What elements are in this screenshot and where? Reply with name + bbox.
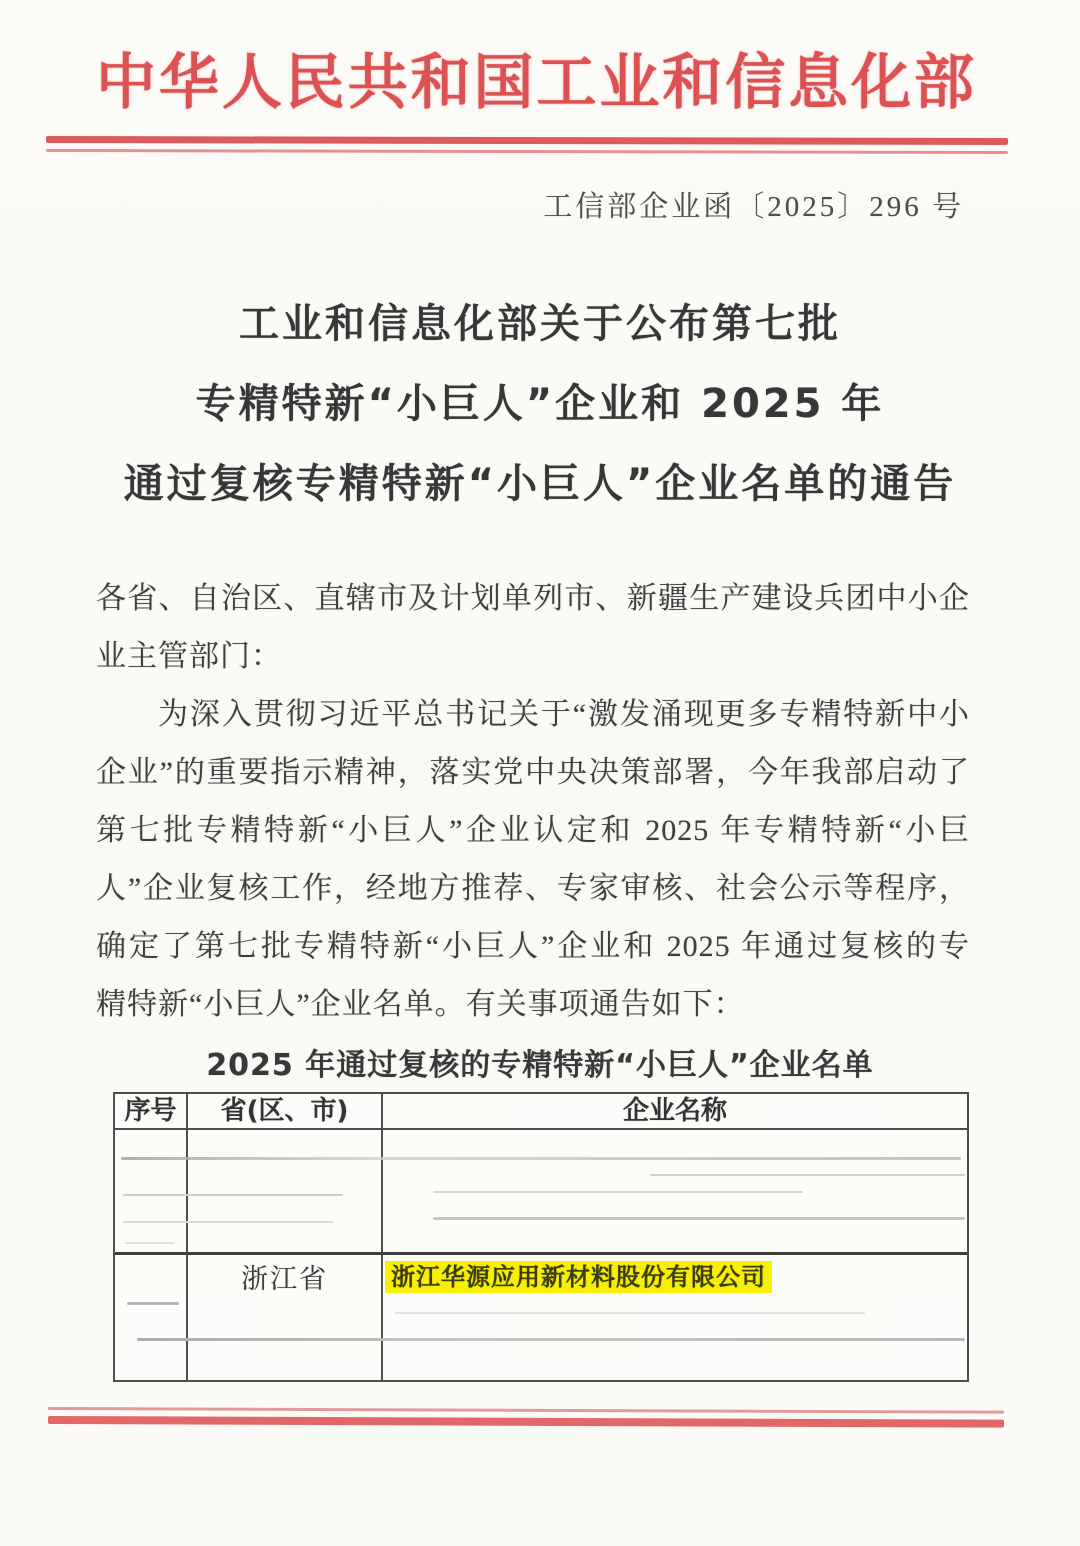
notice-title-line-2: 专精特新“小巨人”企业和 2025 年 — [195, 381, 885, 427]
table-header-seq: 序号 — [124, 1096, 177, 1126]
blur-artifact — [125, 1242, 175, 1244]
salutation-line-2: 业主管部门： — [96, 640, 282, 673]
company-list-section-title: 2025 年通过复核的专精特新“小巨人”企业名单 — [206, 1048, 874, 1083]
table-header-divider — [115, 1128, 967, 1130]
blur-artifact — [650, 1174, 965, 1176]
blur-artifact — [137, 1338, 965, 1341]
table-header-company: 企业名称 — [622, 1096, 727, 1126]
red-separator-top-thick — [46, 136, 1008, 145]
blur-artifact — [433, 1217, 965, 1220]
salutation-line-1: 各省、自治区、直辖市及计划单列市、新疆生产建设兵团中小企 — [96, 582, 970, 615]
document-number: 工信部企业函〔2025〕296 号 — [543, 191, 964, 223]
red-separator-bottom-thin — [48, 1407, 1004, 1414]
blur-artifact — [433, 1191, 803, 1193]
notice-title-line-3: 通过复核专精特新“小巨人”企业名单的通告 — [123, 461, 957, 507]
ministry-letterhead-title: 中华人民共和国工业和信息化部 — [96, 48, 974, 118]
paragraph-line-3: 第七批专精特新“小巨人”企业认定和 2025 年专精特新“小巨 — [96, 814, 970, 847]
paragraph-line-5: 确定了第七批专精特新“小巨人”企业和 2025 年通过复核的专 — [96, 930, 970, 963]
table-row-group-divider — [115, 1252, 967, 1255]
blur-artifact — [123, 1221, 333, 1223]
notice-body — [96, 570, 970, 1034]
blur-artifact — [123, 1194, 343, 1196]
red-separator-bottom-thick — [48, 1416, 1004, 1428]
blur-artifact — [121, 1157, 961, 1160]
notice-title-line-1: 工业和信息化部关于公布第七批 — [239, 301, 841, 347]
paragraph-line-1: 为深入贯彻习近平总书记关于“激发涌现更多专精特新中小 — [158, 698, 970, 731]
notice-title — [0, 284, 1080, 524]
table-header-province: 省(区、市) — [220, 1096, 349, 1126]
company-name-highlight: 浙江华源应用新材料股份有限公司 — [385, 1261, 772, 1293]
blur-artifact — [395, 1312, 865, 1314]
paragraph-line-6: 精特新“小巨人”企业名单。有关事项通告如下： — [96, 988, 745, 1021]
companies-table — [113, 1092, 969, 1382]
paragraph-line-2: 企业”的重要指示精神，落实党中央决策部署，今年我部启动了 — [96, 756, 970, 789]
province-cell: 浙江省 — [241, 1264, 328, 1294]
paragraph-line-4: 人”企业复核工作，经地方推荐、专家审核、社会公示等程序， — [96, 872, 970, 905]
blur-artifact — [127, 1302, 179, 1305]
red-separator-top-thin — [46, 149, 1008, 154]
